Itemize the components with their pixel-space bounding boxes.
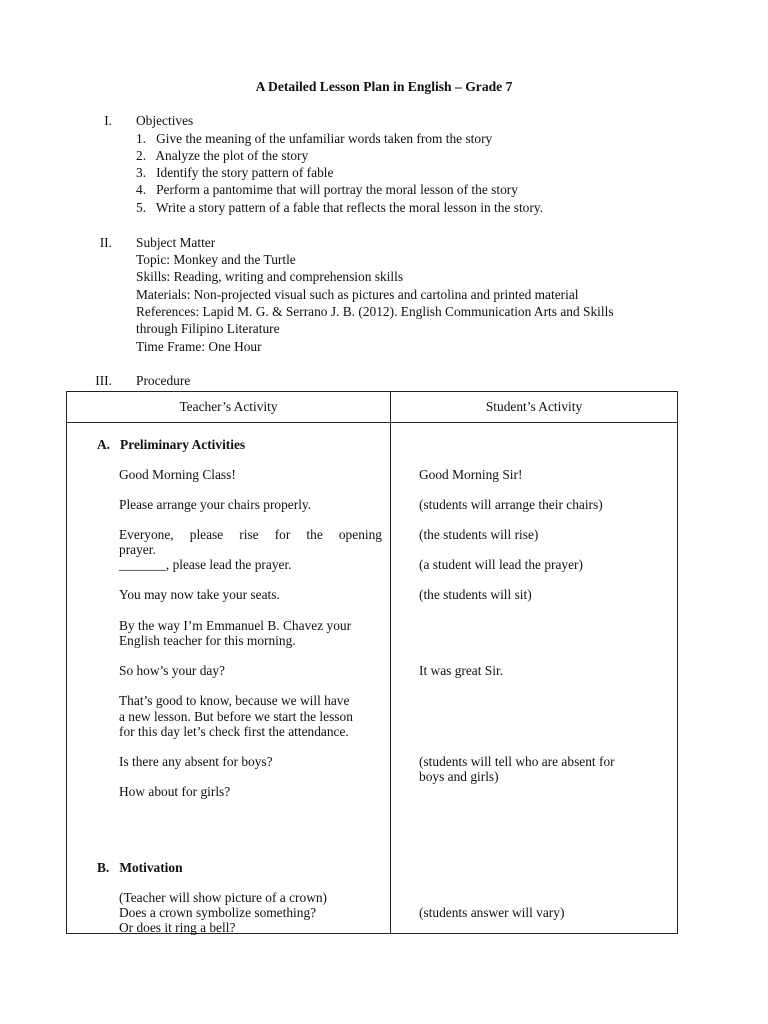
student-line: (students answer will vary): [419, 905, 565, 920]
procedure-heading: Procedure: [136, 373, 191, 388]
teacher-line: So how’s your day?: [119, 663, 225, 678]
teacher-line: prayer.: [119, 542, 156, 557]
student-line: It was great Sir.: [419, 663, 504, 678]
teacher-line: for this day let’s check first the attendance.: [119, 724, 349, 739]
objectives-heading: Objectives: [136, 113, 194, 128]
subject-topic: Topic: Monkey and the Turtle: [136, 252, 296, 267]
subject-skills: Skills: Reading, writing and comprehension skills: [136, 269, 404, 284]
subject-references: References: Lapid M. G. & Serrano J. B. (2012). English Communication Arts and Skills: [136, 304, 614, 319]
teacher-line: Is there any absent for boys?: [119, 754, 273, 769]
subject-time-frame: Time Frame: One Hour: [136, 339, 262, 354]
section-numeral-subject-matter: II.: [99, 235, 112, 250]
subject-materials: Materials: Non-projected visual such as pictures and cartolina and printed material: [136, 287, 579, 302]
header-divider: [67, 422, 677, 423]
student-activity-header: Student’s Activity: [485, 399, 583, 414]
subject-references-cont: through Filipino Literature: [136, 321, 280, 336]
section-numeral-procedure: III.: [95, 373, 112, 388]
student-line: Good Morning Sir!: [419, 467, 523, 482]
teacher-line: a new lesson. But before we start the lesson: [119, 709, 353, 724]
student-line: (the students will rise): [419, 527, 539, 542]
teacher-line: That’s good to know, because we will have: [119, 693, 350, 708]
teacher-line: How about for girls?: [119, 784, 231, 799]
teacher-line: Or does it ring a bell?: [119, 920, 236, 935]
teacher-line: Everyone, please rise for the opening: [119, 527, 382, 542]
objective-item: 1. Give the meaning of the unfamiliar words taken from the story: [136, 131, 493, 146]
objective-item: 5. Write a story pattern of a fable that reflects the moral lesson in the story.: [136, 200, 544, 215]
objective-item: 3. Identify the story pattern of fable: [136, 165, 334, 180]
subject-matter-heading: Subject Matter: [136, 235, 216, 250]
objective-item: 2. Analyze the plot of the story: [136, 148, 309, 163]
teacher-line: By the way I’m Emmanuel B. Chavez your: [119, 618, 352, 633]
student-line: boys and girls): [419, 769, 499, 784]
student-line: (a student will lead the prayer): [419, 557, 583, 572]
section-heading-motivation: B. Motivation: [97, 860, 183, 875]
section-heading-preliminary: A. Preliminary Activities: [97, 437, 246, 452]
column-divider: [390, 392, 391, 933]
teacher-line: You may now take your seats.: [119, 587, 280, 602]
teacher-line: Please arrange your chairs properly.: [119, 497, 312, 512]
objective-item: 4. Perform a pantomime that will portray the moral lesson of the story: [136, 182, 518, 197]
teacher-line: _______, please lead the prayer.: [119, 557, 292, 572]
procedure-table: [66, 391, 678, 934]
student-line: (students will tell who are absent for: [419, 754, 615, 769]
section-numeral-objectives: I.: [104, 113, 112, 128]
teacher-line: English teacher for this morning.: [119, 633, 296, 648]
teacher-line: Does a crown symbolize something?: [119, 905, 317, 920]
teacher-line: Good Morning Class!: [119, 467, 236, 482]
student-line: (the students will sit): [419, 587, 532, 602]
student-line: (students will arrange their chairs): [419, 497, 603, 512]
document-title: A Detailed Lesson Plan in English – Grade 7: [255, 79, 513, 94]
teacher-line: (Teacher will show picture of a crown): [119, 890, 328, 905]
teacher-activity-header: Teacher’s Activity: [179, 399, 278, 414]
